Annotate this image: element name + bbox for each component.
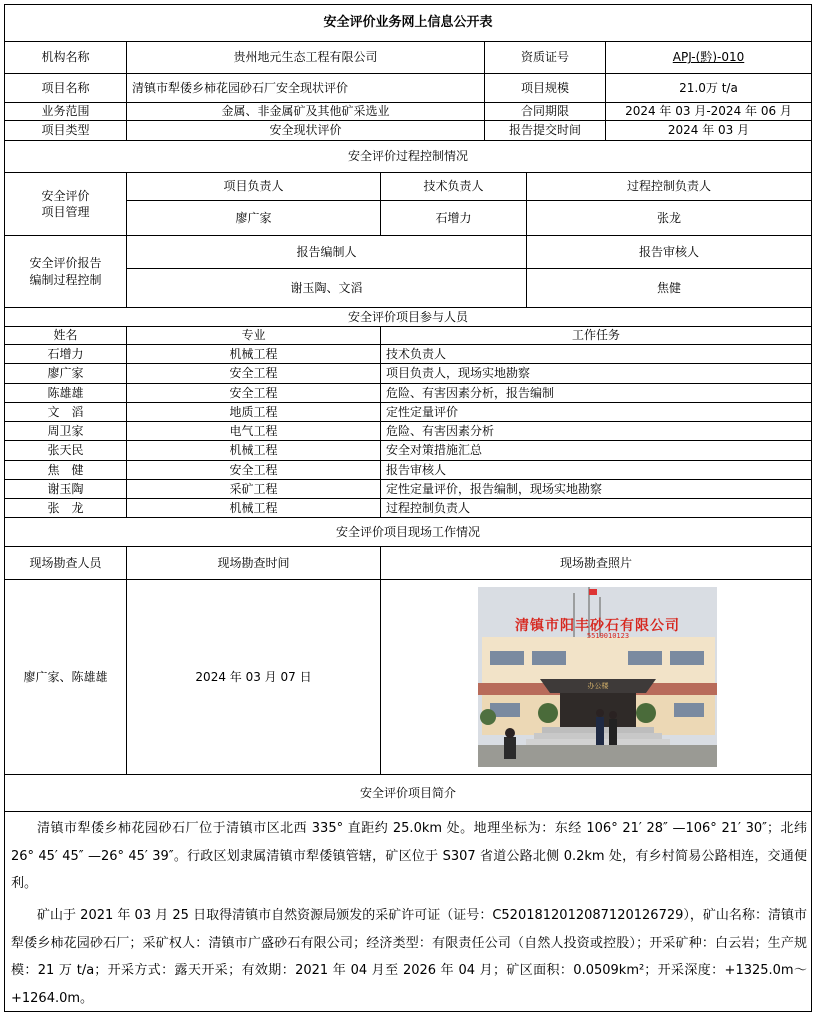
staff-task: 项目负责人，现场实地勘察 [386, 366, 531, 381]
process-lead-header: 过程控制负责人 [626, 179, 711, 194]
staff-task: 安全对策措施汇总 [386, 443, 483, 458]
lead-header: 项目负责人 [223, 179, 284, 194]
disclosure-table [4, 4, 812, 1012]
staff-name: 谢玉陶 [47, 481, 84, 496]
rule [380, 546, 381, 774]
report-reviewer-header: 报告审核人 [638, 244, 699, 259]
staff-major: 地质工程 [229, 404, 278, 419]
report-writer-value: 谢玉陶、文滔 [290, 280, 363, 295]
staff-major: 机械工程 [229, 443, 278, 458]
site-heading: 安全评价项目现场工作情况 [335, 524, 480, 539]
staff-name: 廖广家 [47, 366, 84, 381]
project-label: 项目名称 [41, 80, 90, 95]
staff-major-header: 专业 [241, 328, 266, 343]
staff-name: 陈雄雄 [47, 385, 84, 400]
site-people-header: 现场勘查人员 [29, 555, 102, 570]
staff-task-header: 工作任务 [571, 328, 620, 343]
summary-heading: 安全评价项目简介 [359, 785, 456, 800]
tech-lead-value: 石增力 [435, 210, 472, 225]
report-writer-header: 报告编制人 [296, 244, 357, 259]
tech-lead-header: 技术负责人 [423, 179, 484, 194]
site-date: 2024 年 03 月 07 日 [195, 669, 312, 684]
period-label: 合同期限 [520, 104, 569, 119]
staff-task: 危险、有害因素分析 [386, 423, 495, 438]
staff-task: 危险、有害因素分析，报告编制 [386, 385, 555, 400]
staff-task: 定性定量评价 [386, 404, 459, 419]
summary-paragraph-1: 清镇市犁倭乡柿花园砂石厂位于清镇市区北西 335° 直距约 25.0km 处。地理坐标为：东经 106° 21′ 28″ —106° 21′ 30″；北纬 26° 45′ 45″ —26° 45′ 39″。行政区划隶属清镇市犁倭镇管辖，矿区位于 S307 省道公路北侧 0.2km 处，有乡村简易公路相连，交通便利。 [11, 821, 807, 891]
summary-paragraph-2: 矿山于 2021 年 03 月 25 日取得清镇市自然资源局颁发的采矿许可证（证号：C5201812012087120126729），矿山名称：清镇市犁倭乡柿花园砂石厂；采矿权人：清镇市广盛砂石有限公司；经济类型：有限责任公司（自然人投资或控股）；开采矿种：白云岩；生产规模：21 万 t/a；开采方式：露天开采；有效期：2021 年 04 月至 2026 年 04 月；矿区面积：0.0509km²；开采深度：+1325.0m～+1264.0m。 [11, 908, 807, 1006]
site-date-header: 现场勘查时间 [217, 555, 290, 570]
staff-name: 文 滔 [47, 404, 84, 419]
staff-name: 张 龙 [47, 500, 84, 515]
org-value: 贵州地元生态工程有限公司 [233, 50, 378, 65]
report-date-value: 2024 年 03 月 [667, 123, 750, 138]
staff-task: 过程控制负责人 [386, 500, 471, 515]
org-label: 机构名称 [41, 50, 90, 65]
scope-value: 金属、非金属矿及其他矿采选业 [221, 104, 390, 119]
staff-major: 安全工程 [229, 366, 278, 381]
staff-major: 机械工程 [229, 346, 278, 361]
cert-value-cell [606, 42, 811, 73]
staff-name: 周卫家 [47, 423, 84, 438]
scale-label: 项目规模 [520, 80, 569, 95]
scope-label: 业务范围 [41, 104, 90, 119]
staff-major: 安全工程 [229, 462, 278, 477]
staff-major: 电气工程 [229, 423, 278, 438]
staff-task: 定性定量评价，报告编制，现场实地勘察 [386, 481, 603, 496]
type-label: 项目类型 [41, 123, 90, 138]
report-date-label: 报告提交时间 [508, 123, 581, 138]
mgmt-label: 安全评价 项目管理 [41, 188, 90, 219]
site-photo-header: 现场勘查照片 [559, 555, 632, 570]
process-heading: 安全评价过程控制情况 [347, 149, 468, 164]
process-lead-value: 张龙 [656, 210, 681, 225]
staff-name: 焦 健 [47, 462, 84, 477]
report-reviewer-value: 焦健 [656, 280, 681, 295]
photo-sign: 清镇市阳丰砂石有限公司 [515, 618, 680, 634]
lead-value: 廖广家 [235, 210, 272, 225]
staff-task: 报告审核人 [386, 462, 447, 477]
project-value: 清镇市犁倭乡柿花园砂石厂安全现状评价 [132, 80, 349, 95]
rule [5, 811, 811, 812]
cert-value: APJ-(黔)-010 [672, 50, 745, 65]
photo-door-sign: 办公楼 [587, 682, 609, 690]
page-title: 安全评价业务网上信息公开表 [323, 15, 493, 31]
staff-major: 安全工程 [229, 385, 278, 400]
site-photo [478, 587, 717, 767]
cert-label: 资质证号 [520, 50, 569, 65]
staff-name: 石增力 [47, 346, 84, 361]
staff-task: 技术负责人 [386, 346, 447, 361]
staff-name: 张天民 [47, 443, 84, 458]
type-value: 安全现状评价 [269, 123, 342, 138]
staff-heading: 安全评价项目参与人员 [347, 309, 468, 324]
report-control-label: 安全评价报告 编制过程控制 [29, 256, 102, 287]
staff-name-header: 姓名 [53, 328, 78, 343]
period-value: 2024 年 03 月-2024 年 06 月 [625, 104, 792, 119]
scale-value: 21.0万 t/a [679, 80, 738, 95]
staff-major: 机械工程 [229, 500, 278, 515]
photo-sign-number: 5519010123 [586, 632, 630, 640]
site-people: 廖广家、陈雄雄 [23, 669, 108, 684]
staff-major: 采矿工程 [229, 481, 278, 496]
